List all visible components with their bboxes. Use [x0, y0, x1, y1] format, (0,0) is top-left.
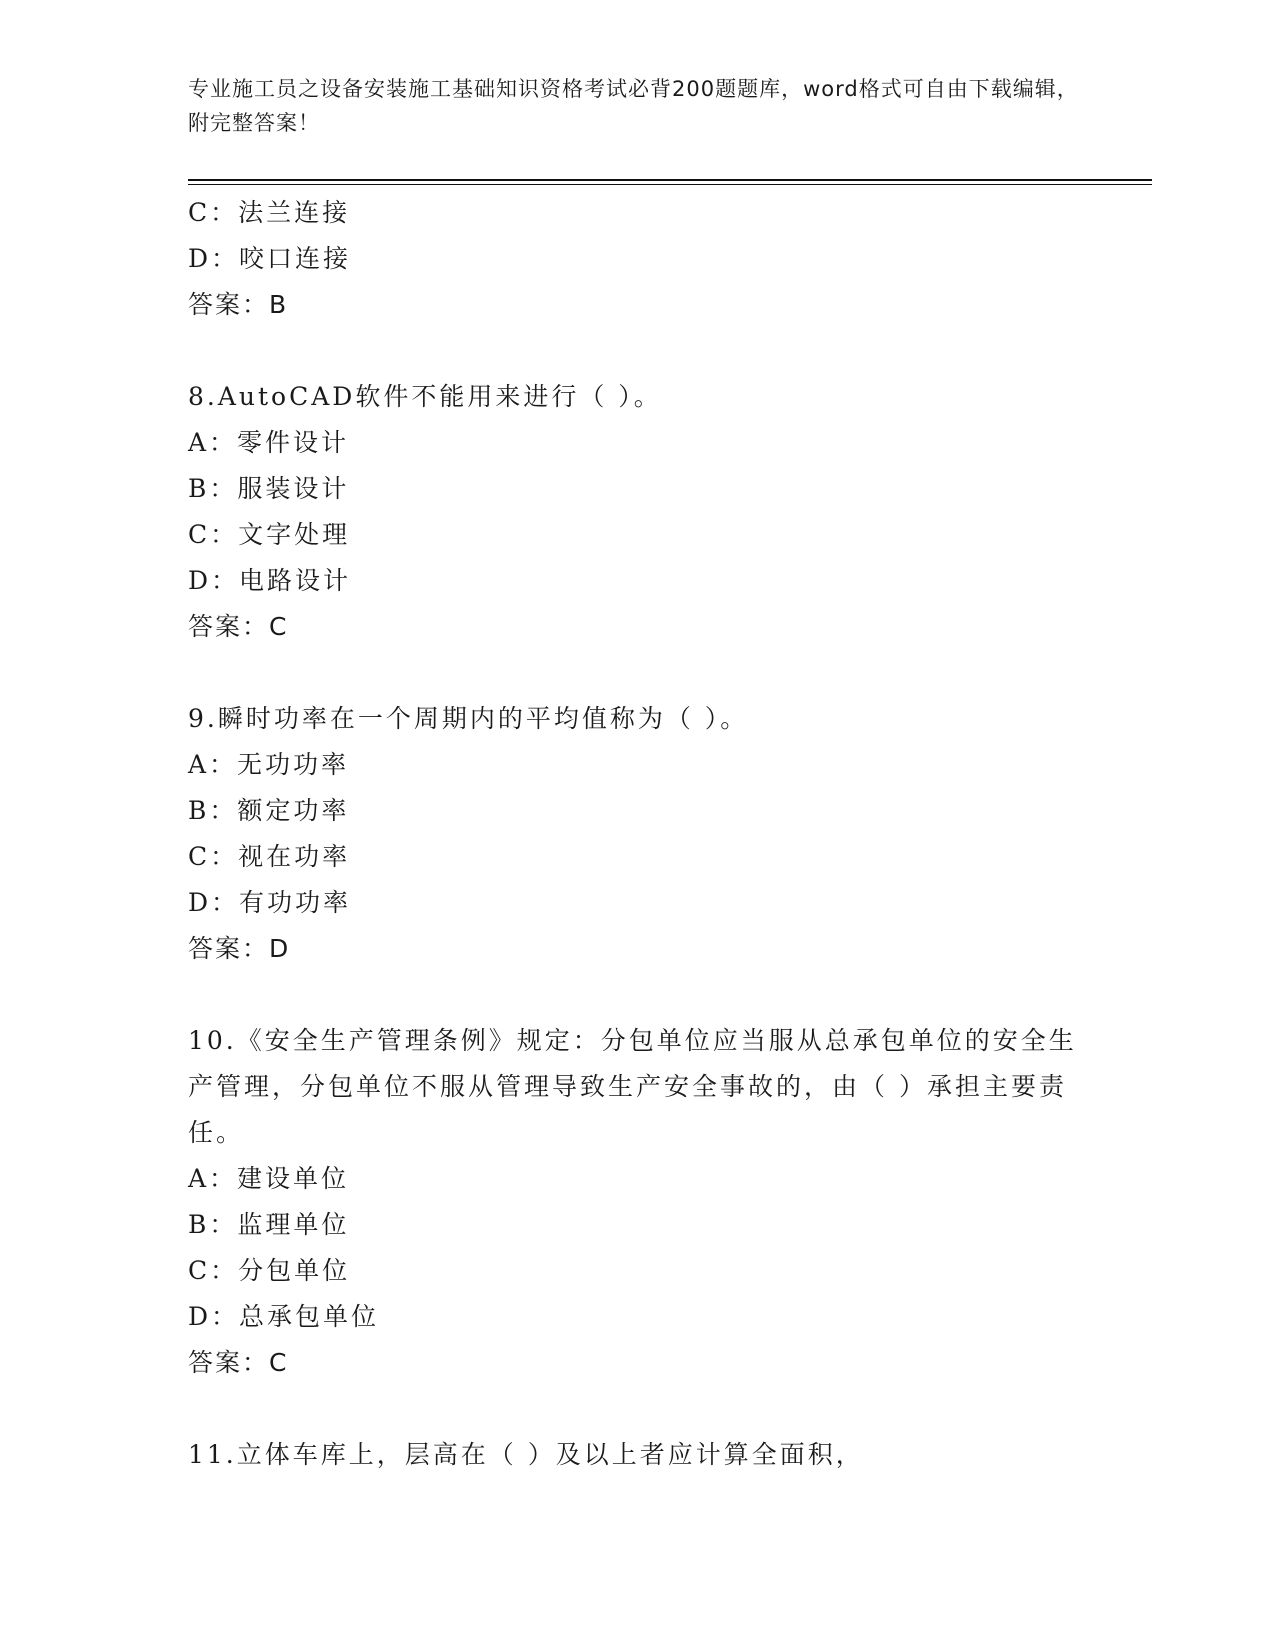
- question-text: 8.AutoCAD软件不能用来进行（ ）。: [188, 382, 662, 411]
- question-list: [188, 190, 1088, 1478]
- answer-line: 答案：C: [188, 612, 289, 641]
- option-c: C：视在功率: [188, 842, 351, 871]
- option-a: A：建设单位: [188, 1164, 350, 1193]
- header-rule-thin: [188, 184, 1152, 185]
- question-text: 11.立体车库上，层高在（ ）及以上者应计算全面积，: [188, 1440, 864, 1469]
- option-b: B：额定功率: [188, 796, 350, 825]
- option-b: B：监理单位: [188, 1210, 350, 1239]
- option-c: C：文字处理: [188, 520, 351, 549]
- option-d: D：有功功率: [188, 888, 352, 917]
- spacer: [188, 650, 1088, 696]
- option-c: C：分包单位: [188, 1256, 351, 1285]
- question-10: [188, 1018, 1088, 1386]
- spacer: [188, 1386, 1088, 1432]
- document-header: [188, 72, 1088, 140]
- answer-line: 答案：B: [188, 290, 289, 319]
- answer-line: 答案：D: [188, 934, 291, 963]
- option-a: A：无功功率: [188, 750, 350, 779]
- option-d: D：电路设计: [188, 566, 352, 595]
- option-d: D：咬口连接: [188, 244, 352, 273]
- question-11: [188, 1432, 1088, 1478]
- question-8: [188, 374, 1088, 650]
- spacer: [188, 972, 1088, 1018]
- spacer: [188, 328, 1088, 374]
- option-c: C：法兰连接: [188, 198, 351, 227]
- continued-question: [188, 190, 1088, 328]
- option-b: B：服装设计: [188, 474, 350, 503]
- question-9: [188, 696, 1088, 972]
- option-a: A：零件设计: [188, 428, 350, 457]
- header-rule-thick: [188, 179, 1152, 181]
- answer-line: 答案：C: [188, 1348, 289, 1377]
- document-title: 专业施工员之设备安装施工基础知识资格考试必背200题题库，word格式可自由下载编辑，附完整答案！: [188, 77, 1079, 135]
- option-d: D：总承包单位: [188, 1302, 380, 1331]
- question-text: 10.《安全生产管理条例》规定：分包单位应当服从总承包单位的安全生产管理，分包单位不服从管理导致生产安全事故的，由（ ）承担主要责任。: [188, 1026, 1077, 1147]
- question-text: 9.瞬时功率在一个周期内的平均值称为（ ）。: [188, 704, 749, 733]
